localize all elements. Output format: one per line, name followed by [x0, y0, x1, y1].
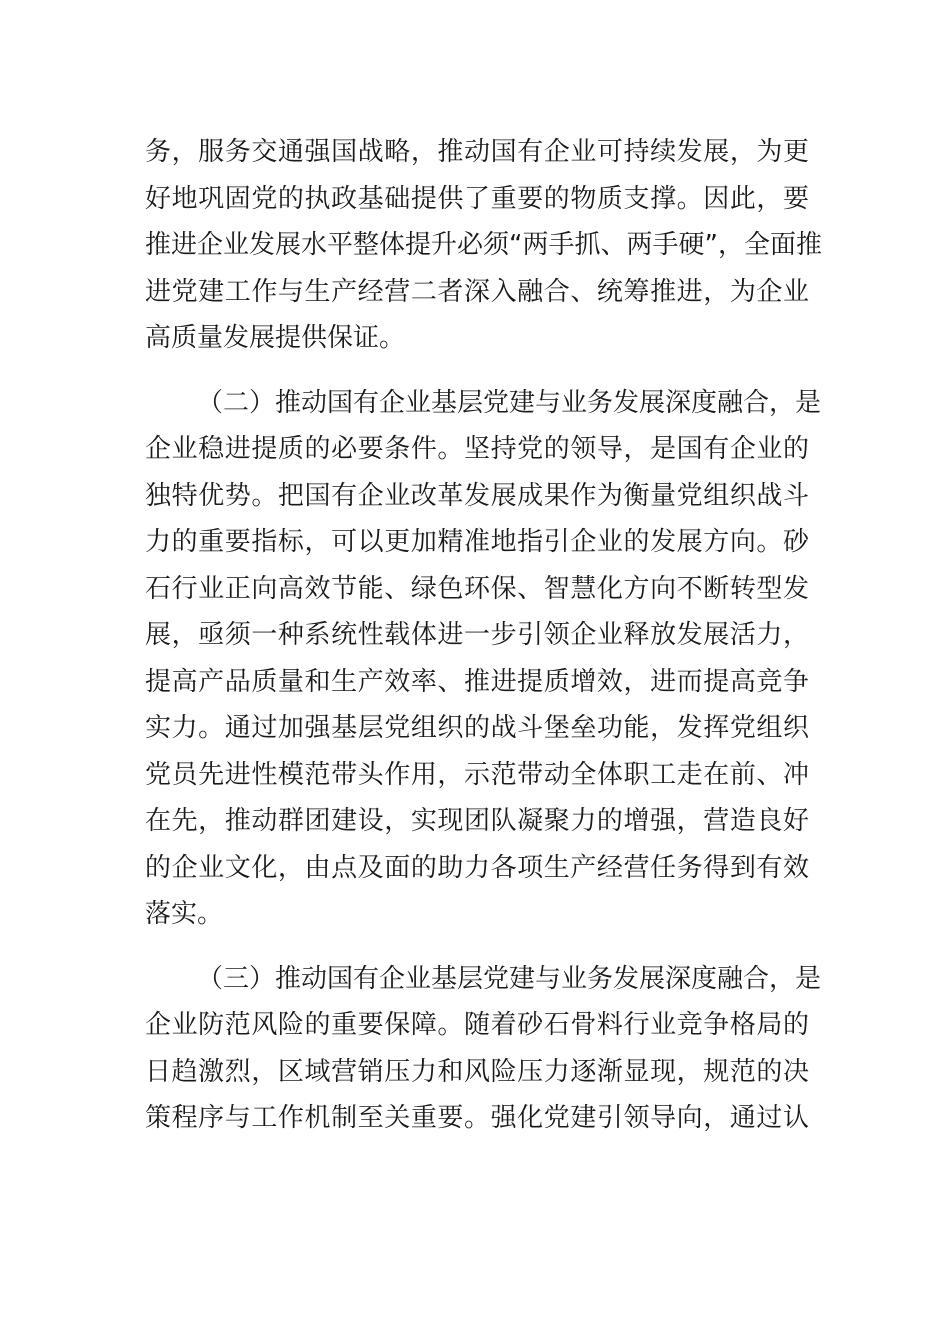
paragraph-1 — [145, 129, 822, 362]
text-line: 独特优势。把国有企业改革发展成果作为衡量党组织战斗 — [145, 480, 809, 511]
text-line: 在先，推动群团建设，实现团队凝聚力的增强，营造良好 — [145, 806, 809, 836]
text-line: 党员先进性模范带头作用，示范带动全体职工走在前、冲 — [145, 759, 809, 790]
text-line: 的企业文化，由点及面的助力各项生产经营任务得到有效 — [145, 852, 809, 883]
text-line: 好地巩固党的执政基础提供了重要的物质支撑。因此，要 — [145, 183, 809, 214]
text-line: 展，亟须一种系统性载体进一步引领企业释放发展活力， — [145, 620, 809, 650]
paragraph-2 — [145, 380, 822, 938]
text-line: 力的重要指标，可以更加精准地指引企业的发展方向。砂 — [145, 527, 809, 557]
text-line: 提高产品质量和生产效率、推进提质增效，进而提高竞争 — [145, 666, 809, 697]
text-line: 石行业正向高效节能、绿色环保、智慧化方向不断转型发 — [145, 573, 809, 604]
text-line: 日趋激烈，区域营销压力和风险压力逐渐显现，规范的决 — [145, 1056, 809, 1087]
paragraph-gap — [145, 938, 809, 956]
text-line: 实力。通过加强基层党组织的战斗堡垒功能，发挥党组织 — [145, 713, 809, 743]
text-line: 策程序与工作机制至关重要。强化党建引领导向，通过认 — [145, 1103, 809, 1133]
text-line: 企业稳进提质的必要条件。坚持党的领导，是国有企业的 — [145, 434, 809, 464]
text-line: 推进企业发展水平整体提升必须“两手抓、两手硬”，全面推 — [145, 230, 822, 260]
text-line: 企业防范风险的重要保障。随着砂石骨料行业竞争格局的 — [145, 1010, 809, 1040]
text-line: 务，服务交通强国战略，推动国有企业可持续发展，为更 — [145, 137, 809, 167]
text-line: （二）推动国有企业基层党建与业务发展深度融合，是 — [197, 387, 822, 418]
text-line: 落实。 — [145, 899, 224, 929]
text-line: （三）推动国有企业基层党建与业务发展深度融合，是 — [197, 963, 822, 994]
document-body — [145, 129, 822, 1142]
text-line: 高质量发展提供保证。 — [145, 323, 406, 353]
text-line: 进党建工作与生产经营二者深入融合、统筹推进，为企业 — [145, 276, 809, 307]
paragraph-gap — [145, 362, 809, 380]
paragraph-3 — [145, 956, 822, 1142]
